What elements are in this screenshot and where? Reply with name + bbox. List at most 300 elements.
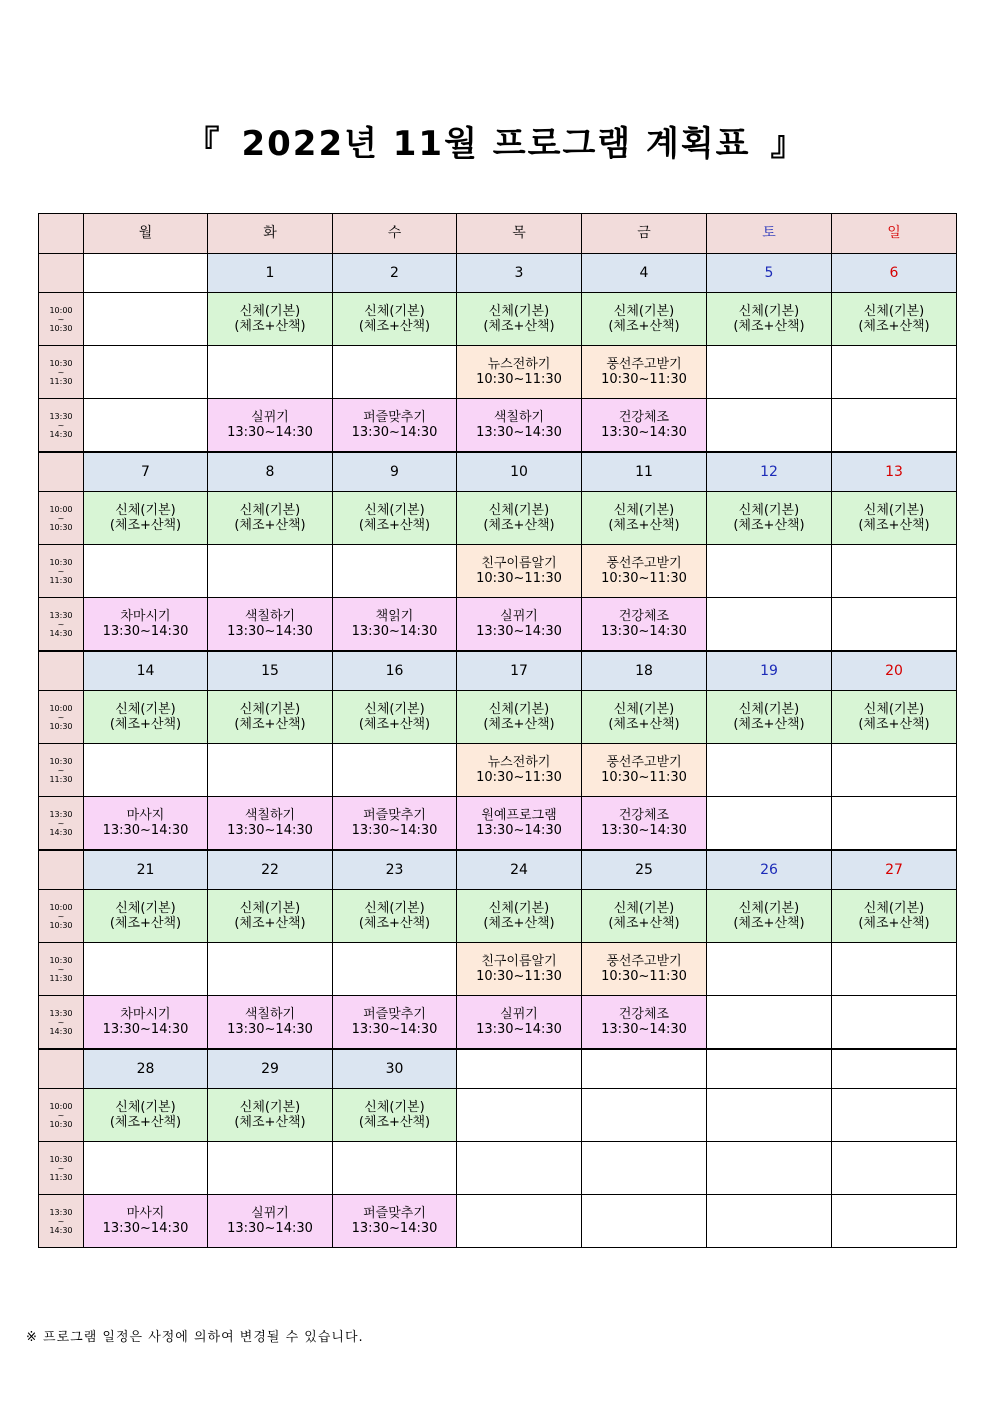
program-cell	[707, 293, 832, 346]
program-name: 신체(기본)	[239, 503, 301, 518]
program-cell	[832, 293, 957, 346]
date-cell-tue: 1	[208, 254, 333, 293]
time-slot-label	[39, 1089, 84, 1142]
date-cell-thu: 24	[457, 850, 582, 890]
time-slot-line: ~	[57, 818, 65, 828]
time-slot-label	[39, 943, 84, 996]
date-cell-mon: 28	[84, 1049, 208, 1089]
time-slot-line: 14:30	[49, 1026, 73, 1036]
time-slot-row	[39, 797, 957, 851]
program-name: 차마시기	[120, 1007, 171, 1022]
program-name: 신체(기본)	[738, 702, 800, 717]
program-name: 신체(기본)	[239, 304, 301, 319]
time-slot-label	[39, 1195, 84, 1248]
empty-cell	[707, 1195, 832, 1248]
empty-cell	[333, 744, 457, 797]
time-slot-row	[39, 1089, 957, 1142]
time-slot-line: 10:30	[49, 955, 73, 965]
time-slot-line: ~	[57, 1216, 65, 1226]
program-cell	[582, 691, 707, 744]
date-cell-tue: 22	[208, 850, 333, 890]
program-cell	[707, 691, 832, 744]
empty-cell	[208, 744, 333, 797]
time-slot-line: 13:30	[49, 1207, 73, 1217]
date-cell-mon: 21	[84, 850, 208, 890]
program-detail: 13:30~14:30	[476, 624, 562, 639]
schedule-table	[38, 213, 957, 1248]
date-cell-sun: 27	[832, 850, 957, 890]
date-cell-thu: 17	[457, 651, 582, 691]
program-cell	[457, 943, 582, 996]
time-slot-row	[39, 399, 957, 453]
program-cell	[208, 797, 333, 851]
program-cell	[457, 797, 582, 851]
program-cell	[582, 943, 707, 996]
empty-cell	[457, 1089, 582, 1142]
program-name: 신체(기본)	[863, 503, 925, 518]
empty-cell	[832, 744, 957, 797]
date-cell-sun	[832, 1049, 957, 1089]
time-slot-line: 10:30	[49, 522, 73, 532]
program-name: 신체(기본)	[863, 304, 925, 319]
program-name: 책읽기	[375, 609, 414, 624]
time-slot-line: 10:00	[49, 1101, 73, 1111]
empty-cell	[333, 545, 457, 598]
program-name: 건강체조	[618, 609, 670, 624]
program-cell	[582, 744, 707, 797]
empty-cell	[208, 943, 333, 996]
time-slot-line: ~	[57, 712, 65, 722]
weekday-header-fri: 금	[582, 214, 707, 254]
program-detail: (체조+산책)	[733, 319, 805, 334]
program-name: 실뀌기	[500, 609, 538, 624]
date-cell-sat: 26	[707, 850, 832, 890]
program-name: 퍼즐맞추기	[363, 410, 426, 425]
date-row-corner	[39, 254, 84, 293]
program-name: 색칠하기	[244, 1007, 296, 1022]
program-name: 건강체조	[618, 410, 670, 425]
date-cell-sat: 19	[707, 651, 832, 691]
program-cell	[707, 492, 832, 545]
empty-cell	[707, 797, 832, 851]
time-slot-line: 10:30	[49, 557, 73, 567]
program-name: 신체(기본)	[738, 901, 800, 916]
time-slot-row	[39, 744, 957, 797]
time-slot-line: 11:30	[49, 1172, 73, 1182]
date-row-corner	[39, 452, 84, 492]
date-cell-wed: 23	[333, 850, 457, 890]
empty-cell	[84, 346, 208, 399]
weekday-header-row	[39, 214, 957, 254]
program-name: 신체(기본)	[488, 503, 550, 518]
empty-cell	[84, 943, 208, 996]
program-detail: (체조+산책)	[109, 717, 182, 732]
program-name: 신체(기본)	[488, 304, 550, 319]
time-slot-line: 11:30	[49, 973, 73, 983]
time-slot-line: ~	[57, 1110, 65, 1120]
program-name: 색칠하기	[244, 609, 296, 624]
program-cell	[707, 890, 832, 943]
empty-cell	[208, 1142, 333, 1195]
time-slot-line: ~	[57, 367, 65, 377]
program-detail: 10:30~11:30	[601, 969, 687, 984]
empty-cell	[832, 797, 957, 851]
program-detail: (체조+산책)	[234, 916, 306, 931]
empty-cell	[84, 293, 208, 346]
program-detail: 13:30~14:30	[227, 425, 313, 440]
program-name: 신체(기본)	[613, 503, 675, 518]
program-detail: (체조+산책)	[358, 916, 431, 931]
time-slot-row	[39, 1195, 957, 1248]
time-slot-line: 10:00	[49, 902, 73, 912]
empty-cell	[707, 346, 832, 399]
time-slot-row	[39, 293, 957, 346]
date-cell-sun: 13	[832, 452, 957, 492]
program-detail: 13:30~14:30	[102, 1022, 189, 1037]
time-slot-line: 10:00	[49, 305, 73, 315]
title-close-bracket: 』	[770, 124, 807, 164]
empty-cell	[707, 744, 832, 797]
program-cell	[84, 492, 208, 545]
program-cell	[208, 492, 333, 545]
program-name: 신체(기본)	[115, 702, 176, 717]
time-slot-line: 10:30	[49, 1119, 73, 1129]
program-detail: (체조+산책)	[483, 916, 555, 931]
empty-cell	[832, 346, 957, 399]
program-cell	[208, 890, 333, 943]
program-cell	[333, 797, 457, 851]
time-slot-line: ~	[57, 1017, 65, 1027]
time-slot-line: 10:30	[49, 756, 73, 766]
program-detail: (체조+산책)	[608, 916, 680, 931]
time-slot-row	[39, 545, 957, 598]
program-cell	[457, 744, 582, 797]
program-name: 차마시기	[120, 609, 171, 624]
page-title	[0, 116, 992, 165]
program-name: 신체(기본)	[488, 702, 550, 717]
time-slot-line: ~	[57, 619, 65, 629]
empty-cell	[832, 1195, 957, 1248]
program-name: 색칠하기	[244, 808, 296, 823]
program-cell	[582, 797, 707, 851]
time-slot-row	[39, 890, 957, 943]
empty-cell	[707, 943, 832, 996]
program-detail: 13:30~14:30	[601, 823, 687, 838]
time-slot-line: 14:30	[49, 628, 73, 638]
date-row	[39, 850, 957, 890]
program-detail: (체조+산책)	[358, 1115, 431, 1130]
title-open-bracket: 『	[185, 124, 222, 164]
program-cell	[457, 399, 582, 453]
program-detail: (체조+산책)	[733, 518, 805, 533]
program-name: 풍선주고받기	[606, 954, 682, 969]
program-detail: 10:30~11:30	[476, 770, 562, 785]
program-cell	[457, 545, 582, 598]
program-detail: 13:30~14:30	[476, 425, 562, 440]
program-detail: (체조+산책)	[234, 717, 306, 732]
program-detail: 10:30~11:30	[476, 571, 562, 586]
program-cell	[208, 1089, 333, 1142]
program-detail: 13:30~14:30	[227, 823, 313, 838]
time-slot-line: 10:00	[49, 504, 73, 514]
time-slot-line: 13:30	[49, 809, 73, 819]
empty-cell	[832, 943, 957, 996]
program-cell	[457, 890, 582, 943]
program-detail: (체조+산책)	[109, 518, 182, 533]
program-cell	[84, 797, 208, 851]
program-name: 신체(기본)	[115, 901, 176, 916]
program-name: 신체(기본)	[738, 503, 800, 518]
time-slot-label	[39, 890, 84, 943]
program-detail: 13:30~14:30	[102, 823, 189, 838]
date-cell-sat: 5	[707, 254, 832, 293]
program-name: 마사지	[126, 808, 165, 823]
program-detail: (체조+산책)	[234, 1115, 306, 1130]
program-name: 신체(기본)	[364, 1100, 425, 1115]
time-slot-line: ~	[57, 911, 65, 921]
program-detail: (체조+산책)	[608, 518, 680, 533]
date-cell-mon: 7	[84, 452, 208, 492]
time-slot-line: 10:30	[49, 323, 73, 333]
empty-cell	[707, 598, 832, 652]
program-detail: 13:30~14:30	[227, 624, 313, 639]
program-detail: (체조+산책)	[358, 319, 431, 334]
program-name: 뉴스전하기	[487, 755, 551, 770]
program-name: 풍선주고받기	[606, 357, 682, 372]
program-name: 친구이름알기	[481, 556, 557, 571]
time-slot-line: ~	[57, 765, 65, 775]
program-name: 풍선주고받기	[606, 556, 682, 571]
date-cell-tue: 29	[208, 1049, 333, 1089]
date-cell-fri: 18	[582, 651, 707, 691]
program-name: 신체(기본)	[613, 901, 675, 916]
program-cell	[84, 1089, 208, 1142]
weekday-header-thu: 목	[457, 214, 582, 254]
program-cell	[582, 293, 707, 346]
program-cell	[333, 598, 457, 652]
date-row	[39, 651, 957, 691]
weekday-header-sun: 일	[832, 214, 957, 254]
empty-cell	[84, 545, 208, 598]
program-cell	[457, 598, 582, 652]
date-cell-wed: 9	[333, 452, 457, 492]
program-cell	[582, 890, 707, 943]
time-slot-line: ~	[57, 420, 65, 430]
program-name: 원예프로그램	[481, 808, 557, 823]
program-cell	[208, 293, 333, 346]
program-name: 신체(기본)	[488, 901, 550, 916]
time-slot-line: ~	[57, 964, 65, 974]
weekday-header-mon: 월	[84, 214, 208, 254]
empty-cell	[707, 1142, 832, 1195]
program-cell	[457, 346, 582, 399]
date-row	[39, 254, 957, 293]
program-cell	[84, 691, 208, 744]
program-detail: (체조+산책)	[483, 717, 555, 732]
program-cell	[208, 691, 333, 744]
program-detail: (체조+산책)	[358, 717, 431, 732]
date-cell-sat	[707, 1049, 832, 1089]
time-slot-label	[39, 492, 84, 545]
program-detail: 13:30~14:30	[476, 1022, 562, 1037]
program-detail: 13:30~14:30	[601, 624, 687, 639]
date-row	[39, 1049, 957, 1089]
date-cell-sun: 20	[832, 651, 957, 691]
program-cell	[832, 492, 957, 545]
program-cell	[832, 691, 957, 744]
program-cell	[582, 545, 707, 598]
time-slot-label	[39, 598, 84, 652]
program-cell	[333, 996, 457, 1050]
program-detail: (체조+산책)	[483, 319, 555, 334]
program-cell	[333, 293, 457, 346]
program-detail: 13:30~14:30	[102, 624, 189, 639]
empty-cell	[707, 996, 832, 1050]
program-detail: 13:30~14:30	[351, 1022, 438, 1037]
program-detail: 13:30~14:30	[227, 1022, 313, 1037]
time-slot-row	[39, 691, 957, 744]
program-name: 실뀌기	[500, 1007, 538, 1022]
empty-cell	[457, 1142, 582, 1195]
time-slot-line: 10:30	[49, 721, 73, 731]
empty-cell	[208, 545, 333, 598]
program-cell	[208, 1195, 333, 1248]
program-detail: (체조+산책)	[858, 717, 930, 732]
empty-cell	[333, 1142, 457, 1195]
program-detail: (체조+산책)	[608, 717, 680, 732]
program-cell	[208, 399, 333, 453]
program-cell	[333, 492, 457, 545]
program-cell	[832, 890, 957, 943]
time-slot-label	[39, 996, 84, 1050]
program-name: 건강체조	[618, 1007, 670, 1022]
program-detail: 13:30~14:30	[227, 1221, 313, 1236]
date-cell-thu: 3	[457, 254, 582, 293]
time-slot-row	[39, 1142, 957, 1195]
program-cell	[582, 996, 707, 1050]
program-cell	[84, 598, 208, 652]
program-cell	[333, 1195, 457, 1248]
date-row-corner	[39, 850, 84, 890]
time-slot-row	[39, 492, 957, 545]
empty-cell	[457, 1195, 582, 1248]
date-cell-wed: 30	[333, 1049, 457, 1089]
program-detail: 10:30~11:30	[476, 372, 562, 387]
weekday-header-wed: 수	[333, 214, 457, 254]
program-cell	[333, 399, 457, 453]
program-detail: 13:30~14:30	[102, 1221, 189, 1236]
empty-cell	[707, 545, 832, 598]
date-cell-sun: 6	[832, 254, 957, 293]
date-cell-fri: 4	[582, 254, 707, 293]
program-detail: (체조+산책)	[234, 518, 306, 533]
program-name: 풍선주고받기	[606, 755, 682, 770]
program-name: 신체(기본)	[364, 901, 425, 916]
empty-cell	[84, 399, 208, 453]
empty-cell	[707, 1089, 832, 1142]
program-name: 신체(기본)	[364, 503, 425, 518]
time-slot-row	[39, 996, 957, 1050]
time-slot-label	[39, 545, 84, 598]
empty-cell	[832, 545, 957, 598]
empty-cell	[832, 399, 957, 453]
time-slot-line: 10:30	[49, 920, 73, 930]
empty-cell	[84, 1142, 208, 1195]
program-cell	[208, 598, 333, 652]
time-slot-line: ~	[57, 513, 65, 523]
time-slot-line: 13:30	[49, 1008, 73, 1018]
program-name: 신체(기본)	[239, 702, 301, 717]
program-name: 실뀌기	[251, 1206, 289, 1221]
program-cell	[582, 399, 707, 453]
empty-cell	[707, 399, 832, 453]
program-detail: 13:30~14:30	[601, 1022, 687, 1037]
time-slot-label	[39, 1142, 84, 1195]
program-detail: (체조+산책)	[483, 518, 555, 533]
time-slot-row	[39, 346, 957, 399]
program-name: 신체(기본)	[863, 702, 925, 717]
empty-cell	[832, 1142, 957, 1195]
program-name: 뉴스전하기	[487, 357, 551, 372]
program-cell	[333, 691, 457, 744]
program-detail: 13:30~14:30	[601, 425, 687, 440]
program-detail: (체조+산책)	[358, 518, 431, 533]
program-detail: 10:30~11:30	[601, 571, 687, 586]
time-slot-line: ~	[57, 566, 65, 576]
program-detail: (체조+산책)	[858, 518, 930, 533]
title-text: 2022년 11월 프로그램 계획표	[241, 124, 751, 164]
program-detail: (체조+산책)	[109, 916, 182, 931]
date-cell-fri	[582, 1049, 707, 1089]
time-slot-line: 11:30	[49, 575, 73, 585]
date-cell-mon	[84, 254, 208, 293]
program-cell	[333, 890, 457, 943]
program-cell	[84, 996, 208, 1050]
program-name: 마사지	[126, 1206, 165, 1221]
time-slot-line: 10:30	[49, 1154, 73, 1164]
empty-cell	[333, 346, 457, 399]
empty-cell	[84, 744, 208, 797]
program-name: 신체(기본)	[364, 702, 425, 717]
program-cell	[457, 492, 582, 545]
empty-cell	[832, 598, 957, 652]
empty-cell	[208, 346, 333, 399]
time-slot-label	[39, 744, 84, 797]
program-cell	[208, 996, 333, 1050]
footnote: ※ 프로그램 일정은 사정에 의하여 변경될 수 있습니다.	[26, 1330, 364, 1345]
time-slot-label	[39, 797, 84, 851]
empty-cell	[333, 943, 457, 996]
program-name: 신체(기본)	[239, 901, 301, 916]
program-detail: 10:30~11:30	[601, 372, 687, 387]
program-cell	[457, 293, 582, 346]
time-slot-line: 11:30	[49, 774, 73, 784]
time-slot-line: 14:30	[49, 827, 73, 837]
program-detail: 13:30~14:30	[351, 1221, 438, 1236]
program-detail: 13:30~14:30	[351, 823, 438, 838]
program-name: 신체(기본)	[239, 1100, 301, 1115]
program-cell	[582, 346, 707, 399]
time-slot-label	[39, 293, 84, 346]
program-name: 신체(기본)	[115, 503, 176, 518]
time-slot-line: 14:30	[49, 1225, 73, 1235]
time-slot-label	[39, 691, 84, 744]
weekday-header-tue: 화	[208, 214, 333, 254]
empty-cell	[582, 1089, 707, 1142]
empty-cell	[832, 996, 957, 1050]
time-slot-row	[39, 943, 957, 996]
time-slot-line: 11:30	[49, 376, 73, 386]
